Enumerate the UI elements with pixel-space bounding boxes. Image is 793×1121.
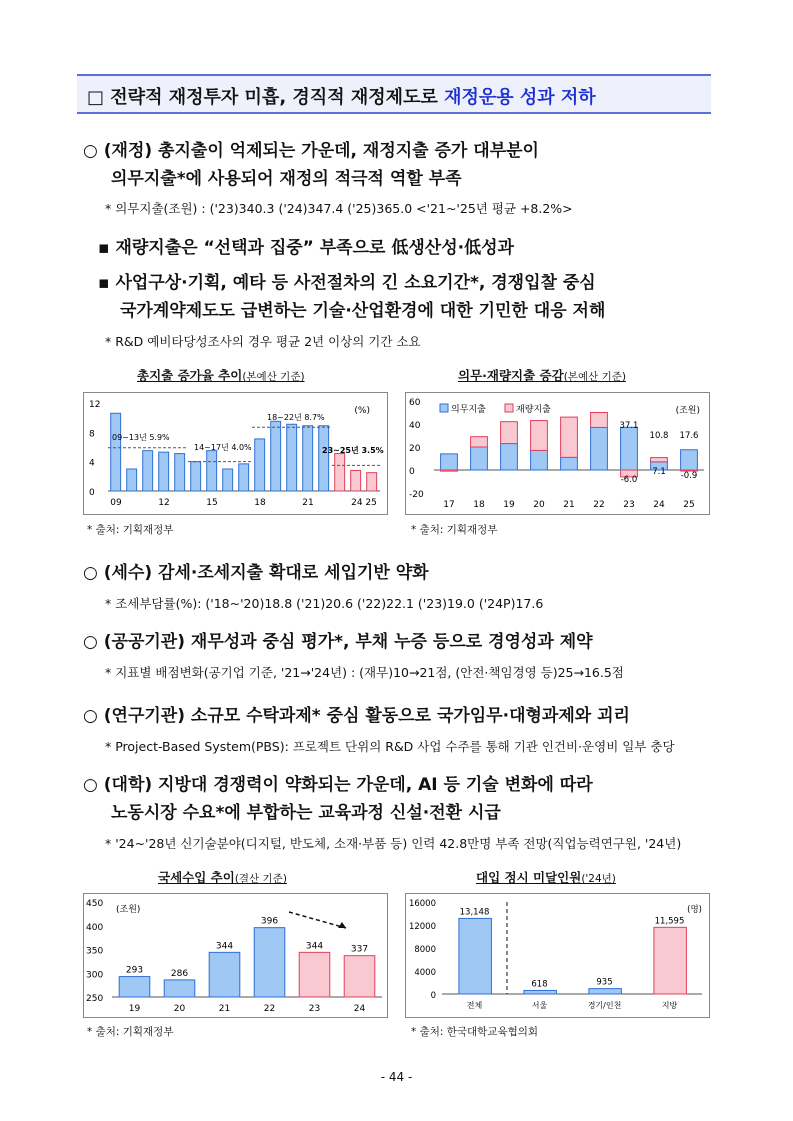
univ-note: * '24~'28년 신기술분야(디지털, 반도체, 소재·부품 등) 인력 42.8만명 부족 전망(직업능력연구원, '24년) [105,836,682,851]
bar [207,451,217,491]
bar [524,990,557,994]
x-tick-label: 19 [503,500,515,510]
bar-mandatory [501,444,518,470]
chart1-title: 총지출 증가율 추이(본예산 기준) [137,368,305,383]
data-label: 286 [170,968,189,979]
source-1: * 출처: 기획재정부 [87,524,174,536]
x-tick-label: 12 [158,498,170,508]
annotation-label: 14~17년 4.0% [194,443,252,452]
y-tick-label: 60 [409,398,421,408]
bar [254,928,285,997]
x-tick-label: 15 [206,498,218,508]
legend-label: 재량지출 [516,405,551,415]
bar [209,952,240,997]
trend-arrow-head [338,922,346,928]
bar-mandatory [621,427,638,470]
research-line-1: ○ (연구기관) 소규모 수탁과제* 중심 활동으로 국가임무·대형과제와 괴리 [83,706,630,726]
y-tick-label: 450 [86,899,104,909]
x-tick-label: 25 [683,500,695,510]
chart4-svg [406,894,709,1017]
bar-mandatory [471,447,488,470]
bar [351,470,361,491]
legend-swatch-discretionary [505,404,513,412]
y-tick-label: 12 [89,400,101,410]
annotation-label: 18~22년 8.7% [267,413,325,422]
y-tick-label: 8 [89,429,95,440]
x-tick-label: 23 [308,1004,321,1014]
data-label: 37.1 [619,421,639,431]
bar [164,980,195,997]
bar [159,452,169,491]
bar [255,439,265,491]
bar-mandatory [681,450,698,470]
data-label: 10.8 [649,431,669,441]
y-tick-label: 4000 [414,968,436,978]
chart2-svg [406,393,709,514]
x-tick-label: 24 [653,500,665,510]
x-tick-label: 18 [473,500,485,510]
x-tick-label: 경기/인천 [587,1001,622,1010]
x-tick-label: 09 [110,498,122,508]
y-tick-label: 350 [86,946,104,957]
univ-line-1: ○ (대학) 지방대 경쟁력이 약화되는 가운데, AI 등 기술 변화에 따라 [83,775,593,795]
bar [287,424,297,491]
data-label: 13,148 [459,907,490,918]
bar [111,413,121,491]
y-tick-label: 0 [430,991,436,1001]
annotation-label: 23~25년 3.5% [322,446,384,455]
x-tick-label: 24 25 [351,498,377,508]
bar [119,977,150,997]
y-tick-label: 0 [89,488,95,498]
data-label: 344 [305,941,324,952]
x-tick-label: 20 [533,500,545,510]
trend-arrow-line [289,912,346,928]
bar-mandatory [441,454,458,470]
y-tick-label: -20 [409,490,424,500]
chart4-title: 대입 정시 미달인원('24년) [476,870,616,885]
bar [191,462,201,491]
tax-note: * 조세부담률(%): ('18~'20)18.8 ('21)20.6 ('22)22.1 ('23)19.0 ('24P)17.6 [105,596,544,611]
x-tick-label: 17 [443,500,455,510]
bar [654,927,687,994]
bullet-discretionary: ▪ 재량지출은 “선택과 집중” 부족으로 低생산성·低성과 [98,238,514,258]
data-label: 17.6 [679,431,699,441]
x-tick-label: 19 [128,1004,141,1014]
bar [175,454,185,491]
x-tick-label: 전체 [466,1001,483,1010]
x-tick-label: 24 [353,1004,366,1014]
unit-label: (명) [687,905,702,915]
y-tick-label: 300 [86,970,104,981]
y-tick-label: 12000 [408,922,436,932]
bar-discretionary [651,458,668,462]
bar-discretionary [591,413,608,428]
x-tick-label: 22 [263,1004,276,1014]
data-label: 7.1 [652,467,666,477]
bar [459,918,492,994]
unit-label: (%) [354,406,370,416]
bar-discretionary [441,470,458,471]
x-tick-label: 21 [218,1004,231,1014]
bar [344,956,375,997]
bar-mandatory [561,457,578,470]
bar [589,989,622,994]
public-line-1: ○ (공공기관) 재무성과 중심 평가*, 부채 누증 등으로 경영성과 제약 [83,632,593,652]
x-tick-label: 21 [563,500,575,510]
fiscal-line-1: ○ (재정) 총지출이 억제되는 가운데, 재정지출 증가 대부분이 [83,141,539,161]
data-label: 11,595 [654,916,685,927]
page-number: - 44 - [380,1070,413,1084]
data-label: -0.9 [680,471,698,481]
data-label: 337 [350,944,369,955]
public-note: * 지표별 배점변화(공기업 기준, '21→'24년) : (재무)10→21점, (안전·책임경영 등)25→16.5점 [105,665,624,680]
y-tick-label: 16000 [408,899,436,909]
bullet-procedure-line-2: 국가계약제도도 급변하는 기술·산업환경에 대한 기민한 대응 저해 [120,301,606,321]
bar-discretionary [471,437,488,447]
data-label: 344 [215,941,234,952]
chart1-frame [83,392,388,515]
x-tick-label: 20 [173,1004,186,1014]
chart2-frame [405,392,710,515]
bar [143,451,153,491]
y-tick-label: 0 [409,467,415,477]
chart3-svg [84,894,387,1017]
y-tick-label: 8000 [414,945,436,955]
unit-label: (조원) [116,905,141,915]
bar-discretionary [501,422,518,444]
legend-label: 의무지출 [451,405,486,415]
y-tick-label: 400 [86,922,104,933]
section-title [87,83,596,109]
bar [303,426,313,491]
chart3-frame [83,893,388,1018]
legend-swatch-mandatory [440,404,448,412]
chart1-svg [84,393,387,514]
title-prefix: 전략적 재정투자 미흡, 경직적 재정제도로 [110,87,445,108]
bullet-procedure-line-1: ▪ 사업구상·기획, 예타 등 사전절차의 긴 소요기간*, 경쟁입찰 중심 [98,273,596,293]
x-tick-label: 서울 [531,1001,548,1010]
chart2-title: 의무·재량지출 증감(본예산 기준) [458,368,626,383]
fiscal-note: * 의무지출(조원) : ('23)340.3 ('24)347.4 ('25)365.0 <'21~'25년 평균 +8.2%> [105,201,573,216]
bar-mandatory [591,427,608,470]
x-tick-label: 22 [593,500,605,510]
bar-discretionary [561,417,578,457]
x-tick-label: 23 [623,500,635,510]
x-tick-label: 18 [254,498,266,508]
fiscal-line-2: 의무지출*에 사용되어 재정의 적극적 역할 부족 [111,169,462,189]
bar-discretionary [531,421,548,451]
procedure-note: * R&D 예비타당성조사의 경우 평균 2년 이상의 기간 소요 [105,334,421,349]
bar-mandatory [531,450,548,470]
bar [127,469,137,491]
annotation-label: 09~13년 5.9% [112,433,170,442]
bar [367,473,377,491]
data-label: 396 [260,916,279,927]
y-tick-label: 40 [409,421,421,431]
univ-line-2: 노동시장 수요*에 부합하는 교육과정 신설·전환 시급 [111,803,501,823]
bar [319,426,329,491]
source-2: * 출처: 기획재정부 [411,524,498,536]
data-label: 293 [125,965,144,976]
data-label: -6.0 [620,475,638,485]
data-label: 935 [596,977,613,988]
x-tick-label: 지방 [661,1001,678,1010]
bar [335,454,345,491]
title-highlight: 재정운용 성과 저하 [444,87,596,108]
bar [271,421,281,491]
y-tick-label: 250 [86,994,104,1004]
research-note: * Project-Based System(PBS): 프로젝트 단위의 R&D 사업 수주를 통해 기관 인건비·운영비 일부 충당 [105,739,675,754]
section-header [77,74,711,114]
bar [239,464,249,491]
y-tick-label: 4 [89,458,95,469]
x-tick-label: 21 [302,498,314,508]
source-3: * 출처: 기획재정부 [87,1026,174,1038]
tax-line-1: ○ (세수) 감세·조세지출 확대로 세입기반 약화 [83,563,429,583]
checkbox-square-icon: □ [87,87,105,108]
unit-label: (조원) [675,406,700,416]
data-label: 618 [531,979,548,990]
y-tick-label: 20 [409,444,421,454]
source-4: * 출처: 한국대학교육협의회 [411,1026,539,1038]
bar [299,952,330,997]
bar [223,469,233,491]
chart4-frame [405,893,710,1018]
chart3-title: 국세수입 추이(결산 기준) [158,870,287,885]
